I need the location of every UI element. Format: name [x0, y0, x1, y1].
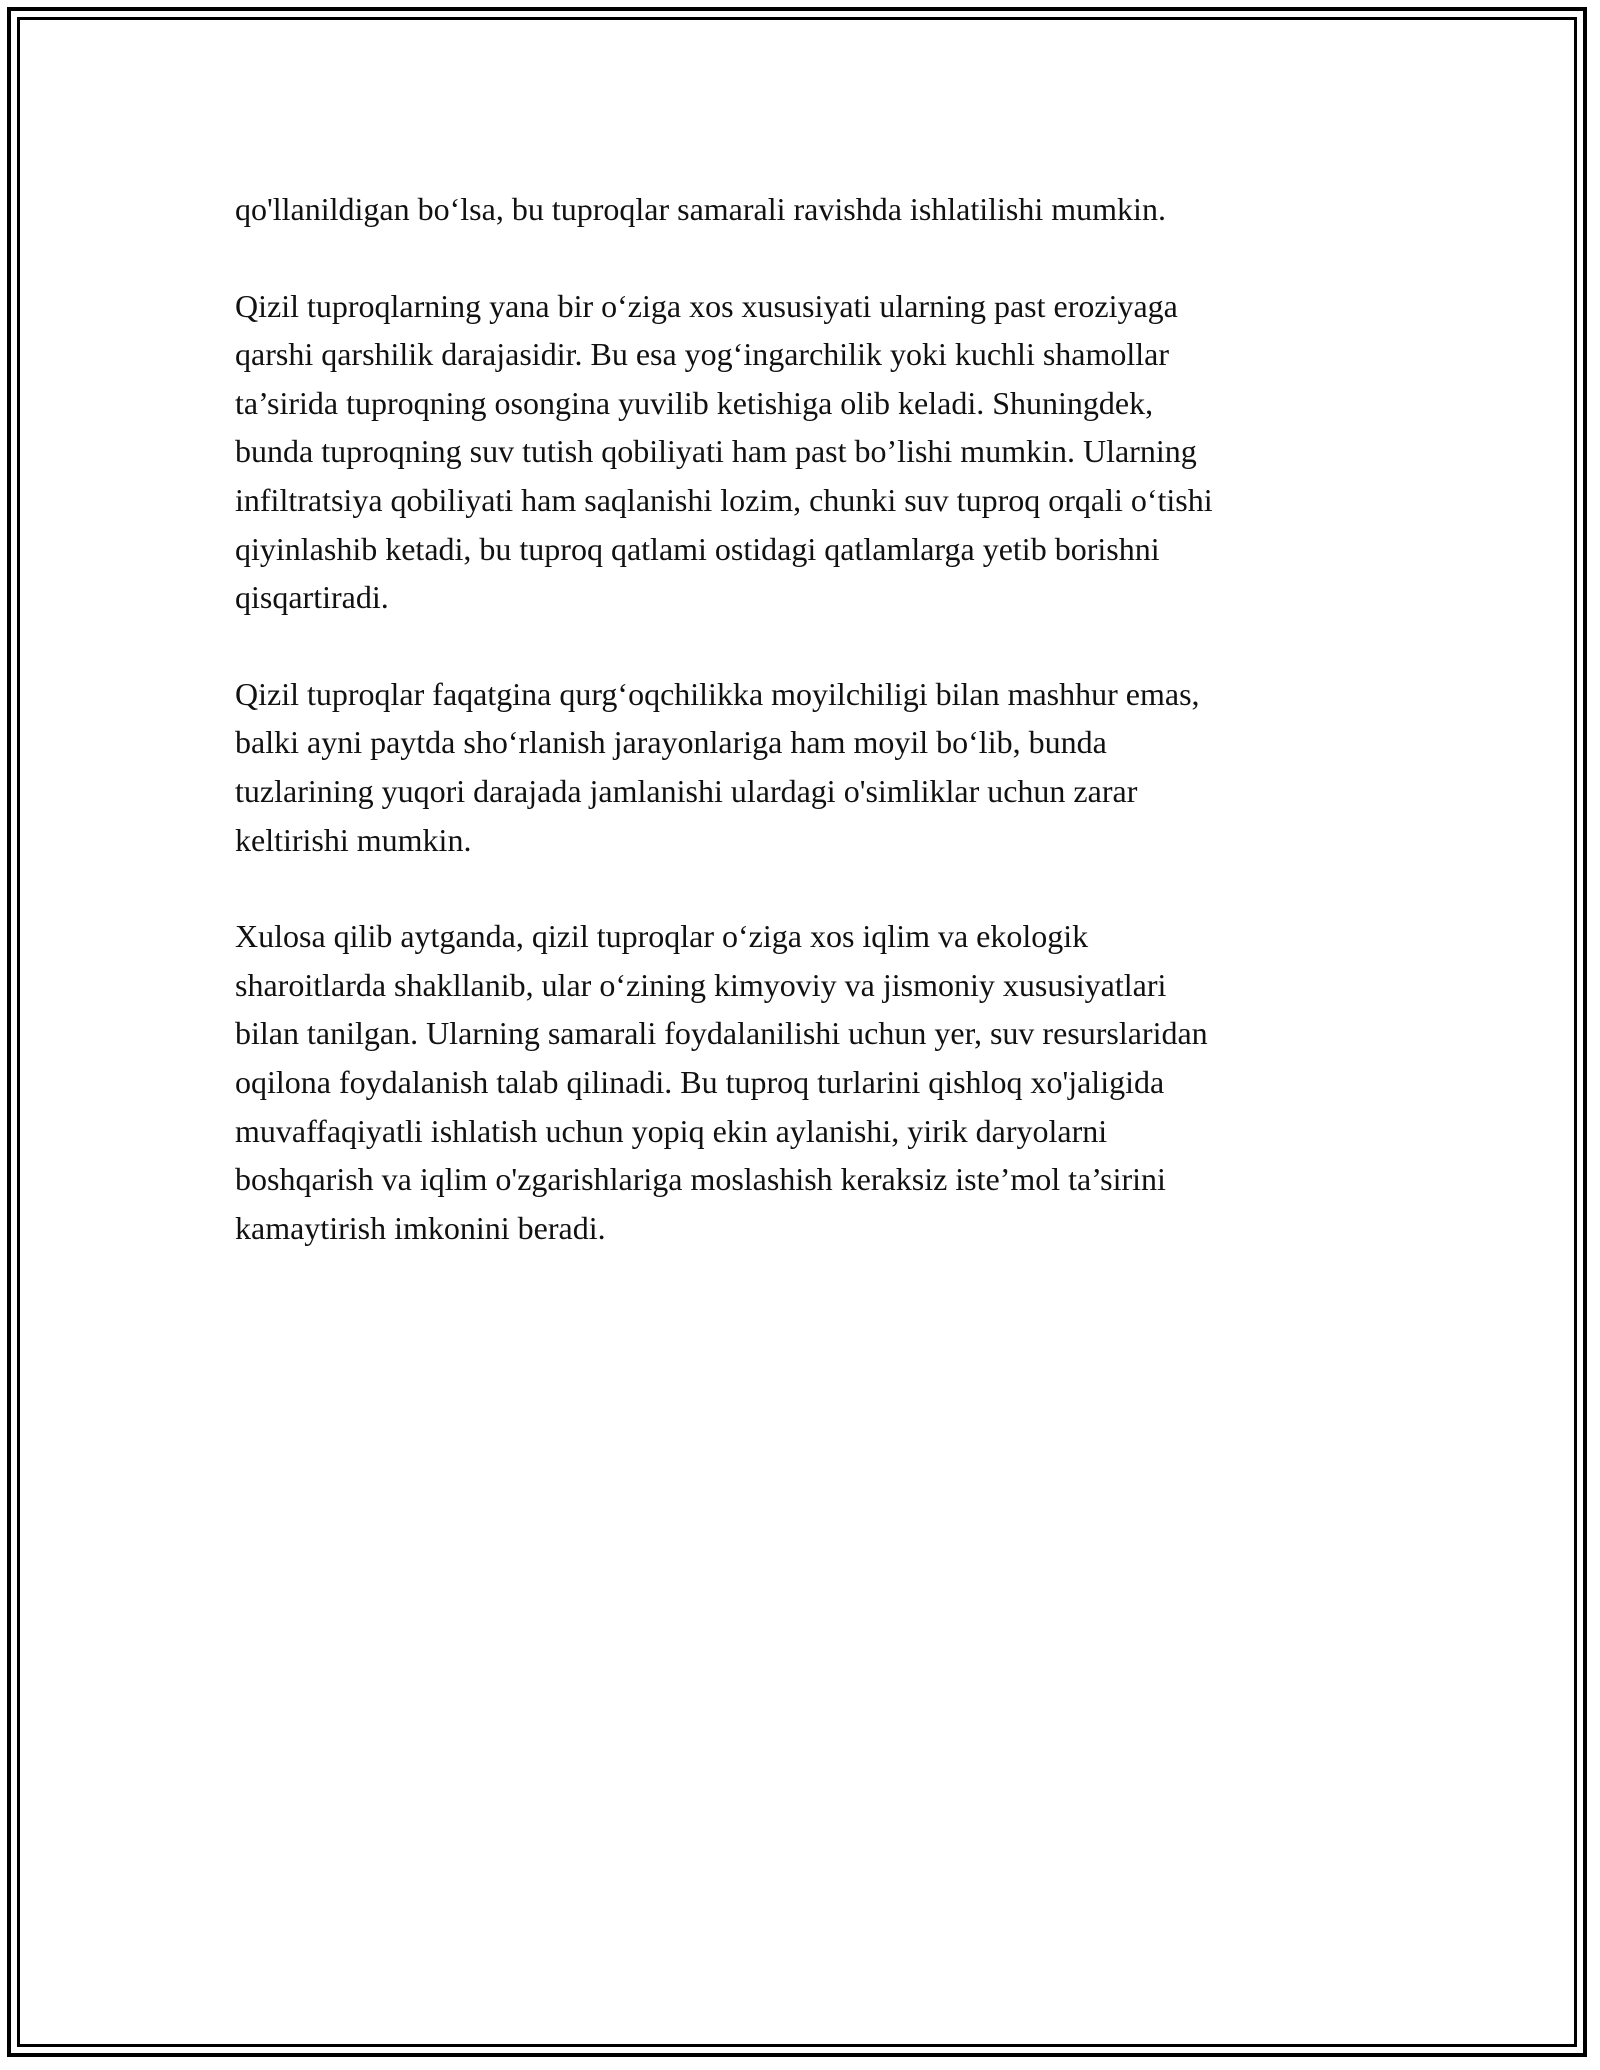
paragraph-salinization: Qizil tuproqlar faqatgina qurg‘oqchilikka moyilchiligi bilan mashhur emas, balki ayni paytda sho‘rlanish jarayonlariga ham moyil bo‘lib, bunda tuzlarining yuqori darajada jamlanishi ulardagi o'simliklar uchun zarar keltirishi mumkin. — [235, 675, 1200, 858]
paragraph-erosion: Qizil tuproqlarning yana bir o‘ziga xos xususiyati ularning past eroziyaga qarshi qarshilik darajasidir. Bu esa yog‘ingarchilik yoki kuchli shamollar ta’sirida tuproqning osongina yuvilib ketishiga olib keladi. Shuningdek, bunda tuproqning suv tutish qobiliyati ham past bo’lishi mumkin. Ularning infiltratsiya qobiliyati ham saqlanishi lozim, chunki suv tuproq orqali o‘tishi qiyinlashib ketadi, bu tuproq qatlami ostidagi qatlamlarga yetib borishni qisqartiradi. — [235, 287, 1213, 616]
paragraph-continuation: qo'llanildigan bo‘lsa, bu tuproqlar samarali ravishda ishlatilishi mumkin. — [235, 191, 1166, 227]
document-body — [235, 185, 1365, 1252]
paragraph-conclusion: Xulosa qilib aytganda, qizil tuproqlar o‘ziga xos iqlim va ekologik sharoitlarda shakllanib, ular o‘zining kimyoviy va jismoniy xususiyatlari bilan tanilgan. Ularning samarali foydalanilishi uchun yer, suv resurslaridan oqilona foydalanish talab qilinadi. Bu tuproq turlarini qishloq xo'jaligida muvaffaqiyatli ishlatish uchun yopiq ekin aylanishi, yirik daryolarni boshqarish va iqlim o'zgarishlariga moslashish keraksiz iste’mol ta’sirini kamaytirish imkonini beradi. — [235, 918, 1208, 1246]
